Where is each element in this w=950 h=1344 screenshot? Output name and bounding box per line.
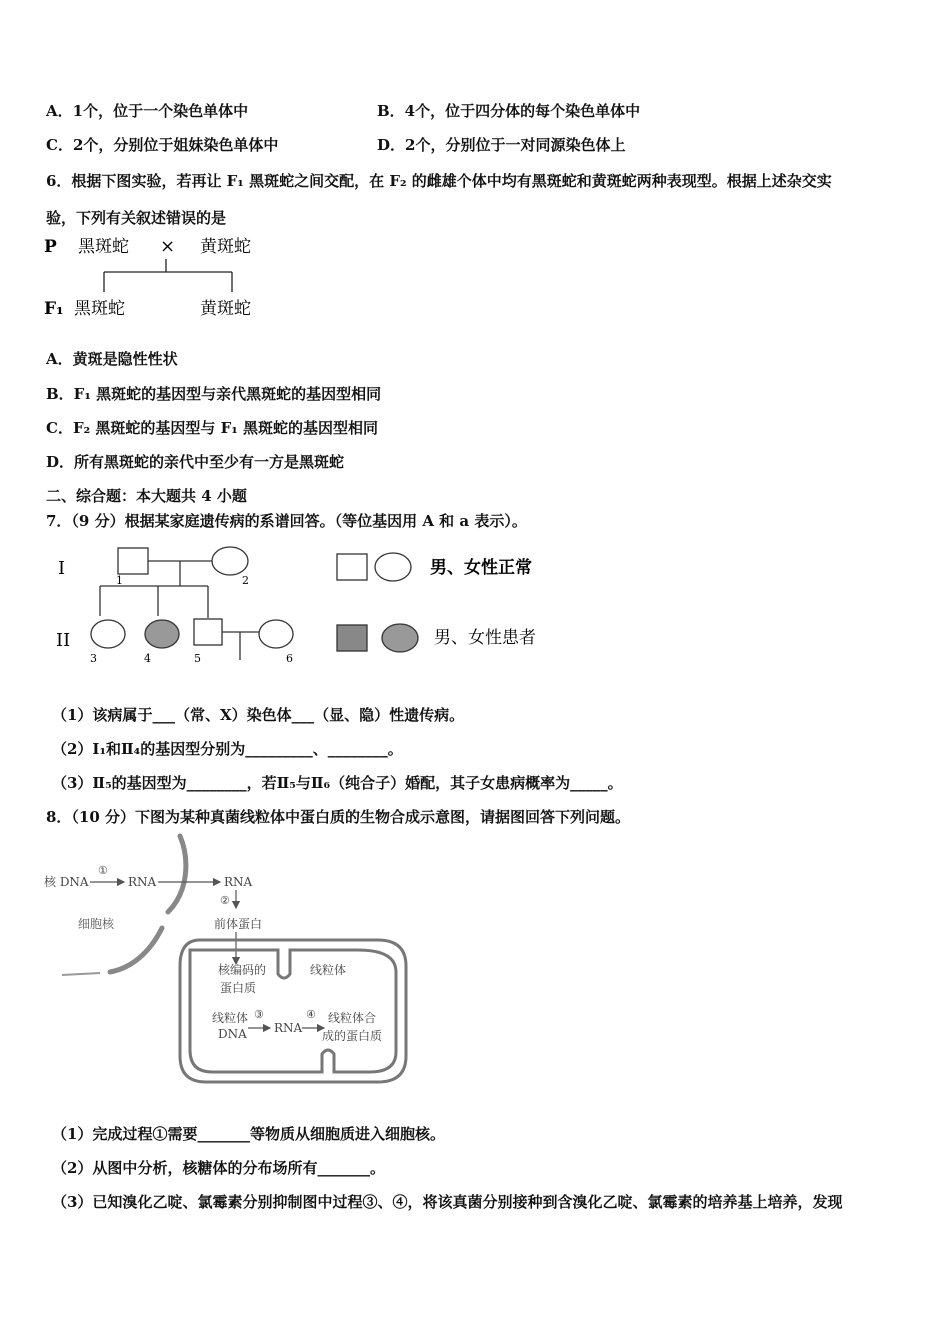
q8-sub3: （3）已知溴化乙啶、氯霉素分别抑制图中过程③、④，将该真菌分别接种到含溴化乙啶、氯霉素的培养基上培养，发现 [52, 1193, 843, 1211]
q7-sub2: （2）Ⅰ₁和Ⅱ₄的基因型分别为_________、________。 [52, 740, 403, 758]
q8-sub1: （1）完成过程①需要_______等物质从细胞质进入细胞核。 [52, 1125, 445, 1143]
legend-affected-female-symbol [382, 624, 418, 652]
step-2-label: ② [220, 894, 230, 907]
legend-normal-male-symbol [337, 554, 367, 580]
p-label: P [44, 237, 57, 257]
nuclear-encoded-label-line1: 核编码的 [218, 963, 267, 977]
step-1-label: ① [98, 864, 108, 877]
svg-text:2: 2 [242, 574, 249, 587]
nuclear-encoded-label-line2: 蛋白质 [220, 981, 257, 995]
q5-option-a: A．1个，位于一个染色单体中 [46, 102, 249, 120]
q6-option-c: C．F₂ 黑斑蛇的基因型与 F₁ 黑斑蛇的基因型相同 [46, 419, 379, 437]
svg-text:3: 3 [90, 652, 97, 665]
q7-sub3: （3）Ⅱ₅的基因型为________，若Ⅱ₅与Ⅱ₆（纯合子）婚配，其子女患病概率为_____。 [52, 774, 623, 792]
legend-affected-label: 男、女性患者 [434, 628, 536, 648]
rna-1-label: RNA [128, 875, 157, 889]
q8-mitochondria-diagram [40, 832, 420, 1088]
nucleus-label: 细胞核 [78, 917, 115, 931]
individual-I2-normal-female [212, 547, 248, 575]
q6-option-a: A．黄斑是隐性性状 [46, 350, 178, 368]
precursor-protein-label: 前体蛋白 [214, 917, 263, 931]
p-black-snake: 黑斑蛇 [78, 237, 129, 257]
mt-dna-label-line2: DNA [218, 1027, 247, 1041]
f1-yellow-snake: 黄斑蛇 [200, 299, 251, 319]
individual-II5-normal-male [194, 619, 222, 645]
step-3-label: ③ [254, 1008, 264, 1021]
q7-stem: 7．（9 分）根据某家庭遗传病的系谱回答。（等位基因用 A 和 a 表示）。 [46, 512, 527, 530]
q7-pedigree [40, 538, 580, 673]
individual-II3-normal-female [91, 620, 125, 648]
svg-text:6: 6 [286, 652, 293, 665]
legend-normal-female-symbol [375, 553, 411, 581]
q5-option-d: D．2个，分别位于一对同源染色体上 [377, 136, 626, 154]
f1-black-snake: 黑斑蛇 [74, 299, 125, 319]
legend-affected-male-symbol [337, 625, 367, 651]
q7-sub1: （1）该病属于___（常、X）染色体___（显、隐）性遗传病。 [52, 706, 465, 724]
q5-option-b: B．4个，位于四分体的每个染色单体中 [377, 102, 641, 120]
step-4-label: ④ [306, 1008, 316, 1021]
individual-I1-normal-male [118, 548, 148, 574]
svg-text:1: 1 [116, 574, 123, 587]
q5-option-c: C．2个，分别位于姐妹染色单体中 [46, 136, 279, 154]
f1-label: F₁ [44, 299, 64, 319]
q6-option-d: D．所有黑斑蛇的亲代中至少有一方是黑斑蛇 [46, 453, 345, 471]
nuclear-dna-label: 核 DNA [44, 875, 89, 889]
q6-cross-diagram [40, 232, 280, 324]
generation-1-label: I [58, 558, 66, 579]
mitochondrion-label: 线粒体 [310, 963, 347, 977]
generation-2-label: II [56, 630, 71, 651]
q8-sub2: （2）从图中分析，核糖体的分布场所有_______。 [52, 1159, 385, 1177]
rna-2-label: RNA [224, 875, 253, 889]
q6-option-b: B．F₁ 黑斑蛇的基因型与亲代黑斑蛇的基因型相同 [46, 385, 382, 403]
individual-II4-affected-female [145, 620, 179, 648]
section-heading: 二、综合题：本大题共 4 小题 [46, 487, 247, 505]
q6-stem-line1: 6．根据下图实验，若再让 F₁ 黑斑蛇之间交配，在 F₂ 的雌雄个体中均有黑斑蛇和黄斑蛇两种表现型。根据上述杂交实 [46, 172, 832, 190]
rna-3-label: RNA [274, 1021, 303, 1035]
q6-stem-line2: 验，下列有关叙述错误的是 [46, 209, 227, 227]
legend-normal-label: 男、女性正常 [430, 558, 532, 578]
mt-protein-label-line1: 线粒体合 [328, 1011, 377, 1025]
svg-text:5: 5 [194, 652, 201, 665]
p-yellow-snake: 黄斑蛇 [200, 237, 251, 257]
individual-II6-normal-female [259, 620, 293, 648]
q8-stem: 8．（10 分）下图为某种真菌线粒体中蛋白质的生物合成示意图，请据图回答下列问题。 [46, 808, 631, 826]
mt-dna-label-line1: 线粒体 [212, 1011, 249, 1025]
svg-text:4: 4 [144, 652, 151, 665]
mt-protein-label-line2: 成的蛋白质 [322, 1029, 383, 1043]
cross-symbol: × [160, 236, 176, 257]
